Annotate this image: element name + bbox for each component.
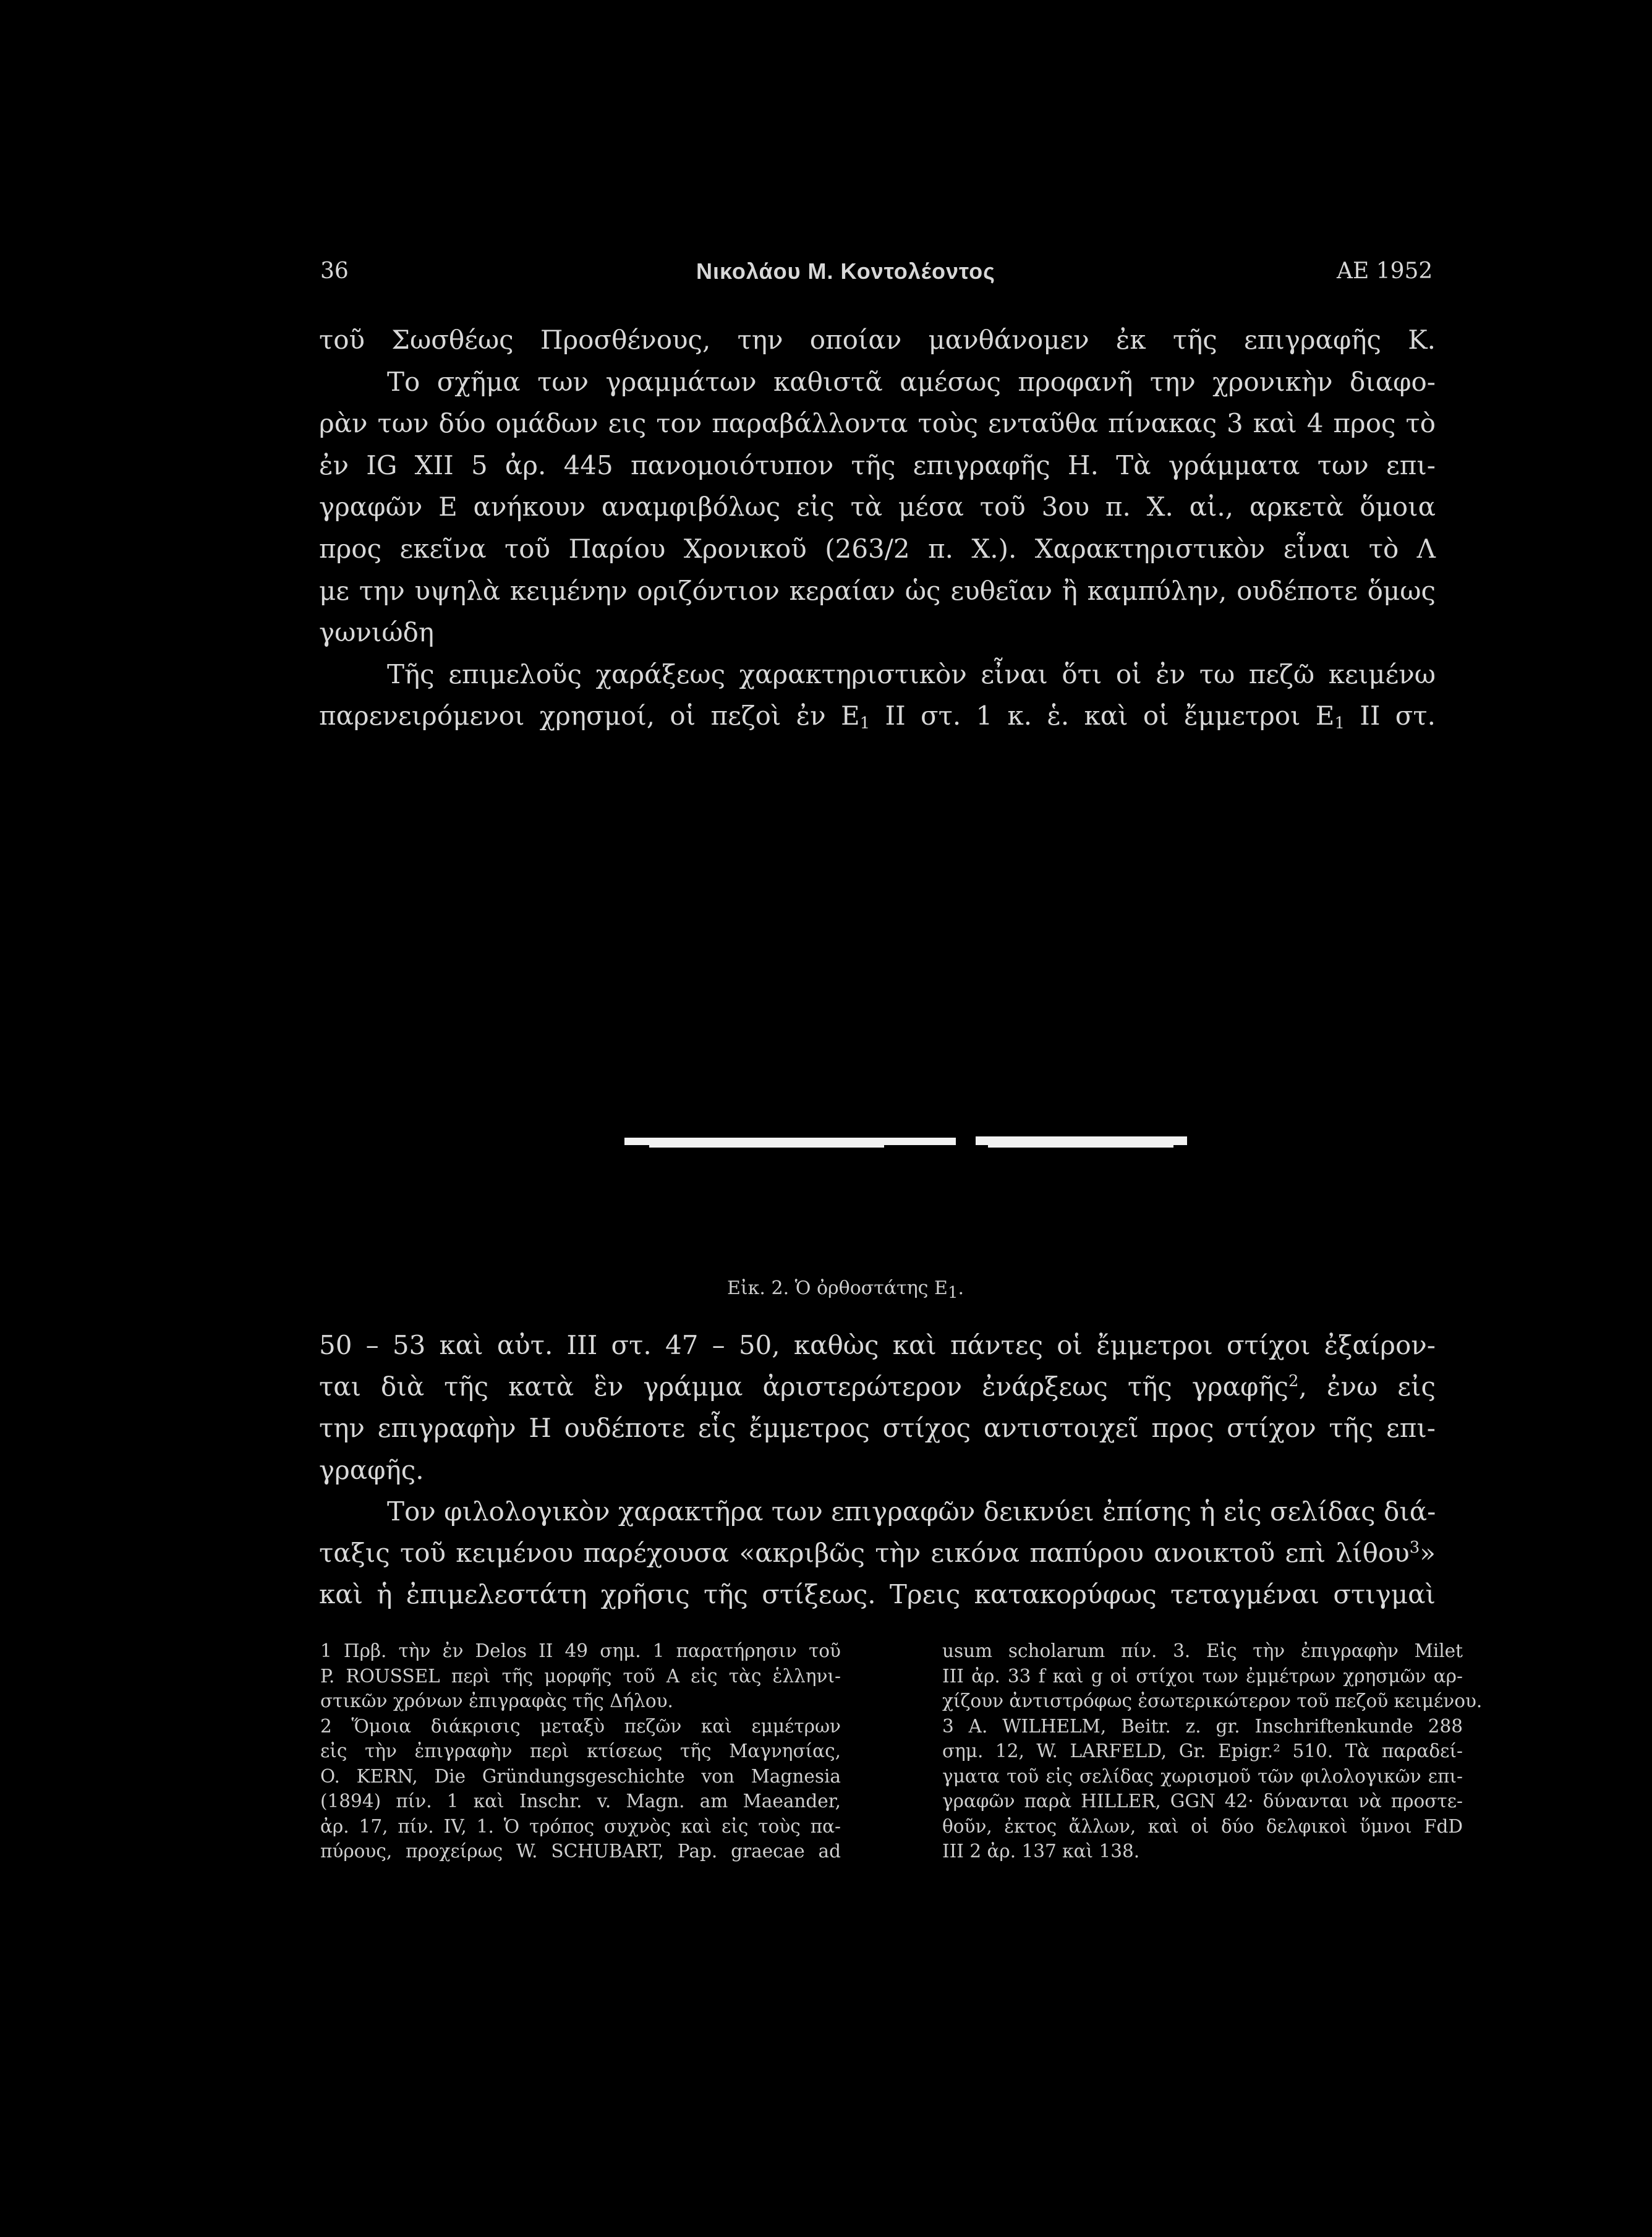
text-line: ται διὰ τῆς κατὰ ἓν γράμμα ἀριστερώτερον ἐνάρξεως τῆς γραφῆς$^2$, ἐνω εἰς (319, 1371, 1436, 1402)
text-line: την επιγραφὴν Η ουδέποτε εἷς ἔμμετρος στίχος αντιστοιχεῖ προς στίχον τῆς επι- (319, 1413, 1436, 1444)
footnotes-right-column (942, 1638, 1483, 1864)
top-paragraph (319, 319, 1436, 737)
footnote-line: (1894) πίν. 1 καὶ Inschr. v. Magn. am Maeander, (320, 1791, 841, 1812)
text-line: Το σχῆμα των γραμμάτων καθιστᾶ αμέσως προφανῆ την χρονικὴν διαφο- (387, 366, 1436, 397)
text-line: γραφῆς. (319, 1454, 424, 1485)
text-line: καὶ ἡ ἐπιμελεστάτη χρῆσις τῆς στίξεως. Τρεις κατακορύφως τεταγμέναι στιγμαὶ (319, 1579, 1436, 1610)
text-line: ρὰν των δύο ομάδων εις τον παραβάλλοντα τοὺς ενταῦθα πίνακας 3 καὶ 4 προς τὸ (319, 408, 1436, 439)
footnote-line: εἰς τὴν ἐπιγραφὴν περὶ κτίσεως τῆς Μαγνησίας, (320, 1741, 841, 1762)
footnote-line: III 2 ἀρ. 137 καὶ 138. (942, 1841, 1140, 1862)
footnote-line: ἀρ. 17, πίν. IV, 1. Ὁ τρόπος συχνὸς καὶ εἰς τοὺς πα- (320, 1815, 841, 1837)
text-line: γραφῶν Ε ανήκουν αναμφιβόλως εἰς τὰ μέσα τοῦ 3ου π. Χ. αἰ., αρκετὰ ὅμοια (319, 492, 1436, 522)
text-line: Τῆς επιμελοῦς χαράξεως χαρακτηριστικὸν εἶναι ὅτι οἱ ἐν τω πεζῶ κειμένω (387, 658, 1436, 689)
orthostat-block-right-edge (988, 1145, 1173, 1148)
footnote-line: usum scholarum πίν. 3. Εἰς τὴν ἐπιγραφὴν Milet (942, 1640, 1463, 1661)
orthostat-block-left-edge (649, 1145, 884, 1148)
footnote-line: 2 Ὅμοια διάκρισις μεταξὺ πεζῶν καὶ εμμέτρων (320, 1715, 841, 1737)
text-line: τοῦ Σωσθέως Προσθένους, την οποίαν μανθάνομεν ἐκ τῆς επιγραφῆς Κ. (319, 325, 1436, 355)
text-line: προς εκεῖνα τοῦ Παρίου Χρονικοῦ (263/2 π. Χ.). Χαρακτηριστικὸν εἶναι τὸ Λ (319, 533, 1436, 564)
orthostat-block-left (624, 1138, 956, 1145)
text-line: 50 – 53 καὶ αὐτ. III στ. 47 – 50, καθὼς καὶ πάντες οἱ ἔμμετροι στίχοι ἐξαίρον- (319, 1330, 1436, 1360)
footnote-line: γραφῶν παρὰ HILLER, GGN 42· δύνανται νὰ προστε- (942, 1791, 1463, 1812)
text-line: παρενειρόμενοι χρησμοί, οἱ πεζοὶ ἐν $E_1$ II στ. 1 κ. ἑ. καὶ οἱ ἔμμετροι $E_1$ II στ. (319, 701, 1436, 733)
text-line: ταξις τοῦ κειμένου παρέχουσα «ακριβῶς τὴν εικόνα παπύρου ανοικτοῦ επὶ λίθου$^3$» (319, 1538, 1436, 1569)
footnotes-left-column (320, 1638, 841, 1864)
footnote-line: χίζουν ἀντιστρόφως ἐσωτερικώτερον τοῦ πεζοῦ κειμένου. (942, 1690, 1483, 1711)
text-line: Τον φιλολογικὸν χαρακτῆρα των επιγραφῶν δεικνύει ἐπίσης ἡ εἰς σελίδας διά- (387, 1496, 1436, 1527)
footnote-line: γματα τοῦ εἰς σελίδας χωρισμοῦ τῶν φιλολογικῶν επι- (942, 1765, 1463, 1787)
footnote-line: III ἀρ. 33 f καὶ g οἱ στίχοι των ἐμμέτρων χρησμῶν αρ- (942, 1665, 1463, 1687)
footnote-line: P. ROUSSEL περὶ τῆς μορφῆς τοῦ Α εἰς τὰς ἑλληνι- (320, 1665, 841, 1687)
footnote-line: 3 A. WILHELM, Beitr. z. gr. Inschriftenkunde 288 (942, 1715, 1463, 1737)
footnote-line: σημ. 12, W. LARFELD, Gr. Epigr.² 510. Τὰ παραδεί- (942, 1741, 1463, 1762)
running-head-journal: ΑΕ 1952 (1337, 258, 1433, 284)
footnote-line: θοῦν, ἐκτος ἄλλων, καὶ οἱ δύο δελφικοὶ ὕμνοι FdD (942, 1815, 1463, 1837)
page-number: 36 (320, 258, 349, 284)
text-line: με την υψηλὰ κειμένην οριζόντιον κεραίαν ὡς ευθεῖαν ἢ καμπύλην, ουδέποτε ὅμως (319, 575, 1436, 606)
footnote-line: στικῶν χρόνων ἐπιγραφὰς τῆς Δήλου. (320, 1690, 673, 1711)
running-head-author: Νικολάου Μ. Κοντολέοντος (696, 258, 995, 284)
orthostat-block-right (976, 1136, 1187, 1145)
figure-caption: Εἰκ. 2. Ὁ ὀρθοστάτης $E_1$. (727, 1277, 964, 1302)
text-line: γωνιώδη (319, 617, 435, 648)
footnote-line: O. KERN, Die Gründungsgeschichte von Magnesia (320, 1765, 841, 1787)
bottom-paragraph (319, 1324, 1436, 1615)
text-line: ἐν IG XII 5 ἀρ. 445 πανομοιότυπον τῆς επιγραφῆς Η. Τὰ γράμματα των επι- (319, 450, 1436, 480)
footnote-line: 1 Πρβ. τὴν ἐν Delos II 49 σημ. 1 παρατήρησιν τοῦ (320, 1640, 841, 1661)
figure-orthostat (624, 1131, 1181, 1156)
footnote-line: πύρους, προχείρως W. SCHUBART, Pap. graecae ad (320, 1841, 841, 1862)
